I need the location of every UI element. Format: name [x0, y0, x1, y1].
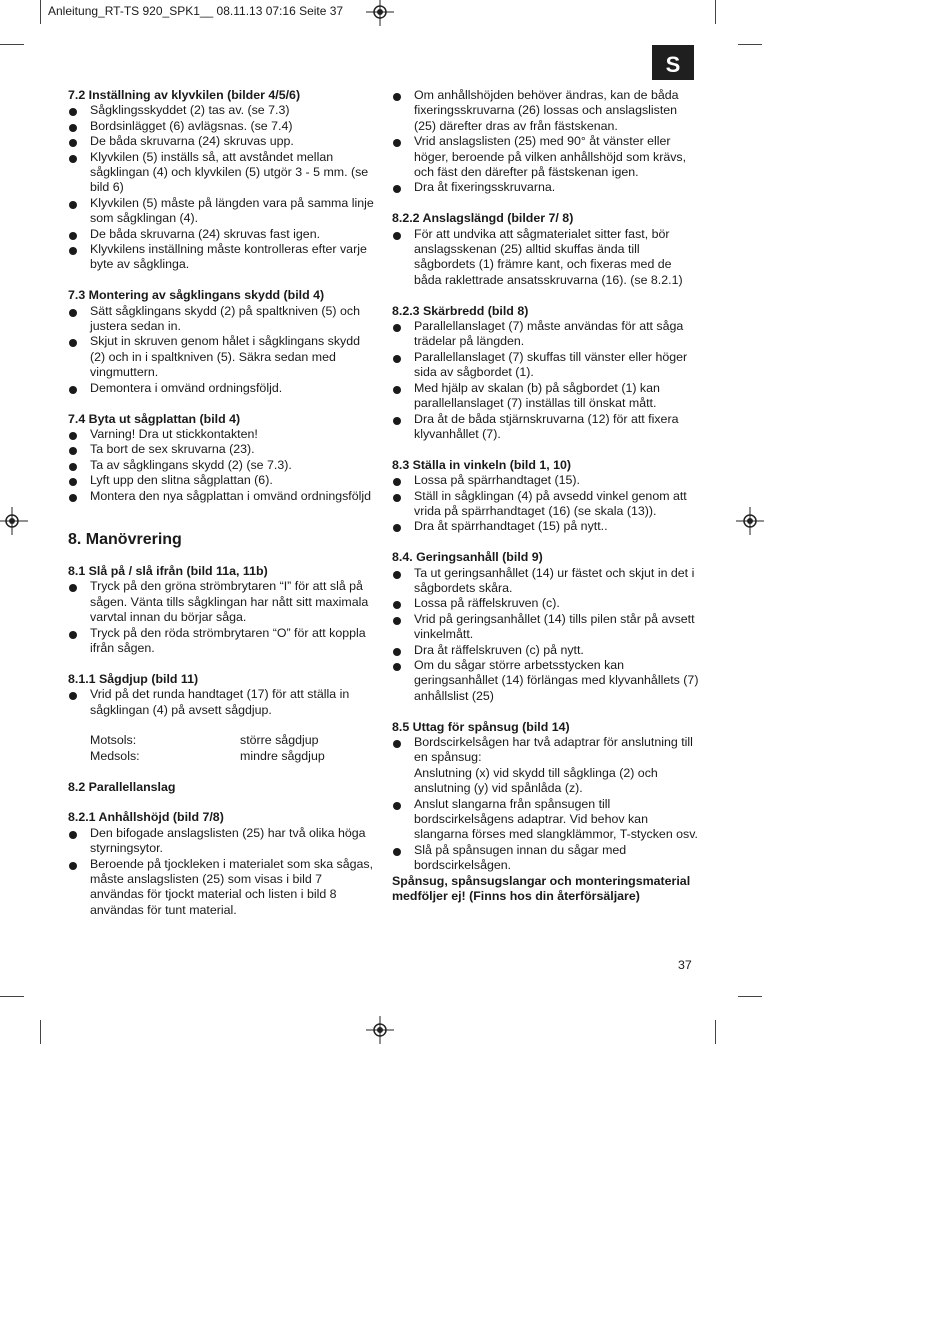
- section-8-1: [68, 564, 378, 656]
- list-item: Dra åt räffelskruven (c) på nytt.: [392, 643, 702, 658]
- list-item: Beroende på tjockleken i materialet som ska sågas, måste anslagslisten (25) som visas i bild 7 användas för tjockt material och listen i bild 8 användas för tunt material.: [68, 857, 378, 919]
- list-item: Anslut slangarna från spånsugen till bordscirkelsågens adaptrar. Vid behov kan slangarna förses med slangklämmor, T-stycken osv.: [392, 797, 702, 843]
- section-heading: 8.2 Parallellanslag: [68, 779, 176, 794]
- registration-mark-icon: [0, 507, 28, 535]
- crop-mark: [738, 44, 762, 45]
- list-item: Tryck på den gröna strömbrytaren “I” för att slå på sågen. Vänta tills sågklingan har nått sitt maximala varvtal innan du börjar såga.: [68, 579, 378, 625]
- table-row: [68, 733, 378, 748]
- list-item: Dra åt de båda stjärnskruvarna (12) för att fixera klyvanhållet (7).: [392, 412, 702, 443]
- print-slug: Anleitung_RT-TS 920_SPK1__ 08.11.13 07:16 Seite 37: [48, 4, 344, 18]
- list-item: Sågklingsskyddet (2) tas av. (se 7.3): [68, 103, 378, 118]
- crop-mark: [0, 44, 24, 45]
- list-item: De båda skruvarna (24) skruvas upp.: [68, 134, 378, 149]
- section-7-2: [68, 88, 378, 273]
- section-8-2-1: [68, 810, 378, 918]
- list-item: Bordsinlägget (6) avlägsnas. (se 7.4): [68, 119, 378, 134]
- page-number: 37: [678, 958, 692, 972]
- note-text: Spånsug, spånsugslangar och monteringsmaterial medföljer ej! (Finns hos din återförsäljare): [392, 873, 691, 904]
- list-item: Bordscirkelsågen har två adaptrar för anslutning till en spånsug:: [392, 735, 702, 766]
- row-value: större sågdjup: [240, 733, 319, 748]
- list-item: Dra åt fixeringsskruvarna.: [392, 180, 702, 195]
- section-8-4: [392, 550, 702, 704]
- list-item: Parallellanslaget (7) skuffas till vänster eller höger sida av sågbordet (1).: [392, 350, 702, 381]
- list-item: Dra åt spärrhandtaget (15) på nytt..: [392, 519, 702, 534]
- left-column: [68, 88, 378, 934]
- section-8-2-2: [392, 211, 702, 288]
- list-item-continuation: Anslutning (x) vid skydd till sågklinga (2) och anslutning (y) vid spånlåda (z).: [414, 765, 658, 796]
- list-item: Vrid anslagslisten (25) med 90° åt vänster eller höger, beroende på vilken anhållshöjd som krävs, och fäst den därefter på fästskenan igen.: [392, 134, 702, 180]
- registration-mark-icon: [366, 0, 394, 28]
- section-heading: 8.2.1 Anhållshöjd (bild 7/8): [68, 810, 224, 825]
- row-label: Medsols:: [90, 748, 140, 763]
- list-item: Varning! Dra ut stickkontakten!: [68, 427, 378, 442]
- section-heading: 8.5 Uttag för spånsug (bild 14): [392, 719, 570, 734]
- list-item: Om du sågar större arbetsstycken kan geringsanhållet (14) förlängas med klyvanhållets (7) anhållslist (25): [392, 658, 702, 704]
- list-item: Ta av sågklingans skydd (2) (se 7.3).: [68, 458, 378, 473]
- depth-table: [68, 733, 378, 764]
- list-item: Vrid på det runda handtaget (17) för att ställa in sågklingan (4) på avsett sågdjup.: [68, 687, 378, 718]
- crop-mark: [40, 0, 41, 24]
- list-item: Med hjälp av skalan (b) på sågbordet (1) kan parallellanslaget (7) inställas till önskat mått.: [392, 381, 702, 412]
- list-item: Demontera i omvänd ordningsföljd.: [68, 381, 378, 396]
- crop-mark: [0, 996, 24, 997]
- list-item: För att undvika att sågmaterialet sitter fast, bör anslagsskenan (25) alltid skuffas ända till sågbordets (1) främre kant, och fixeras med de båda raklettrade ansatsskruvarna (16). (se 8.2.1): [392, 227, 702, 289]
- list-item: De båda skruvarna (24) skruvas fast igen.: [68, 227, 378, 242]
- list-item: Klyvkilens inställning måste kontrolleras efter varje byte av sågklinga.: [68, 242, 378, 273]
- list-item: Klyvkilen (5) måste på längden vara på samma linje som sågklingan (4).: [68, 196, 378, 227]
- section-heading: 7.3 Montering av sågklingans skydd (bild 4): [68, 288, 325, 303]
- right-column: [392, 88, 702, 920]
- section-8-1-1: [68, 672, 378, 718]
- section-7-3: [68, 288, 378, 396]
- row-value: mindre sågdjup: [240, 748, 325, 763]
- list-item: Vrid på geringsanhållet (14) tills pilen står på avsett vinkelmått.: [392, 612, 702, 643]
- list-item: Lossa på räffelskruven (c).: [392, 596, 702, 611]
- list-item: Ta bort de sex skruvarna (23).: [68, 442, 378, 457]
- section-heading: 7.4 Byta ut sågplattan (bild 4): [68, 411, 241, 426]
- crop-mark: [40, 1020, 41, 1044]
- section-heading: 8.2.2 Anslagslängd (bilder 7/ 8): [392, 211, 574, 226]
- list-item: Klyvkilen (5) inställs så, att avståndet mellan sågklingan (4) och klyvkilen (5) utgör 3 - 5 mm. (se bild 6): [68, 150, 378, 196]
- section-heading: 8.2.3 Skärbredd (bild 8): [392, 303, 529, 318]
- list-item: Parallellanslaget (7) måste användas för att såga trädelar på längden.: [392, 319, 702, 350]
- section-heading: 8.4. Geringsanhåll (bild 9): [392, 550, 543, 565]
- crop-mark: [715, 1020, 716, 1044]
- list-item: Tryck på den röda strömbrytaren “O” för att koppla ifrån sågen.: [68, 626, 378, 657]
- crop-mark: [738, 996, 762, 997]
- list-item: Den bifogade anslagslisten (25) har två olika höga styrningsytor.: [68, 826, 378, 857]
- list-item: Ta ut geringsanhållet (14) ur fästet och skjut in det i sågbordets skåra.: [392, 566, 702, 597]
- list-item: Montera den nya sågplattan i omvänd ordningsföljd: [68, 489, 378, 504]
- list-item: Om anhållshöjden behöver ändras, kan de båda fixeringsskruvarna (26) lossas och anslagslisten (25) därefter dras av från fästskenan.: [392, 88, 702, 134]
- list-item: Ställ in sågklingan (4) på avsedd vinkel genom att vrida på spärrhandtaget (16) (se skala (13)).: [392, 489, 702, 520]
- list-item: Slå på spånsugen innan du sågar med bordscirkelsågen.: [392, 843, 702, 874]
- list-item: Lyft upp den slitna sågplattan (6).: [68, 473, 378, 488]
- language-tab: S: [652, 45, 694, 80]
- section-heading: 8.1 Slå på / slå ifrån (bild 11a, 11b): [68, 563, 268, 578]
- section-8-3: [392, 458, 702, 535]
- crop-mark: [715, 0, 716, 24]
- registration-mark-icon: [736, 507, 764, 535]
- section-heading: 8.3 Ställa in vinkeln (bild 1, 10): [392, 457, 572, 472]
- section-heading: 7.2 Inställning av klyvkilen (bilder 4/5/6): [68, 88, 301, 102]
- section-8-2-1-continued: [392, 88, 702, 196]
- registration-mark-icon: [366, 1016, 394, 1044]
- section-8-5: [392, 720, 702, 905]
- list-item: Skjut in skruven genom hålet i sågklingans skydd (2) och in i spaltkniven (5). Säkra sedan med vingmuttern.: [68, 334, 378, 380]
- list-item: Sätt sågklingans skydd (2) på spaltkniven (5) och justera sedan in.: [68, 304, 378, 335]
- list-item: Lossa på spärrhandtaget (15).: [392, 473, 702, 488]
- row-label: Motsols:: [90, 733, 137, 748]
- table-row: [68, 749, 378, 764]
- section-8-2: [68, 780, 378, 795]
- section-8-2-3: [392, 304, 702, 443]
- chapter-heading: 8. Manövrering: [68, 530, 182, 548]
- section-heading: 8.1.1 Sågdjup (bild 11): [68, 671, 199, 686]
- section-7-4: [68, 412, 378, 504]
